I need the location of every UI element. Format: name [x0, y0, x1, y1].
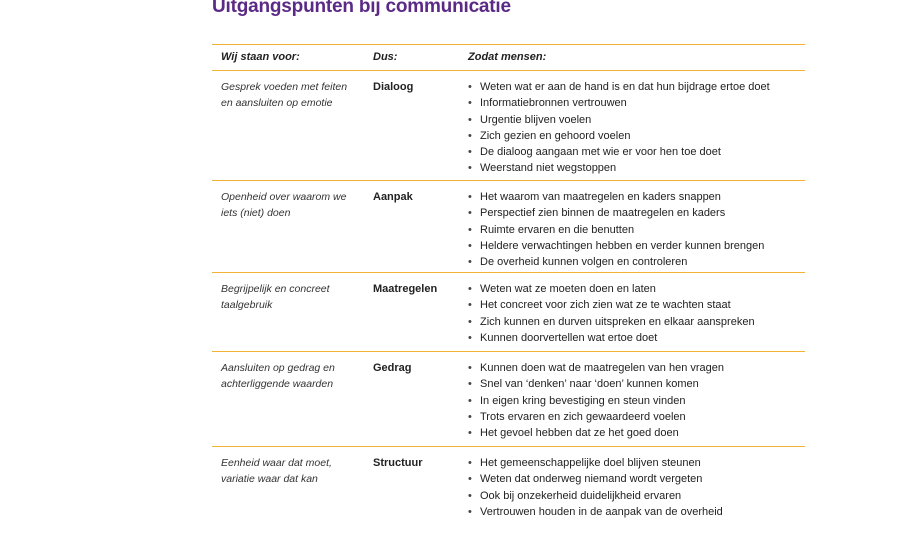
- row-principle: Openheid over waarom we iets (niet) doen: [221, 191, 347, 219]
- row-outcome-list: [468, 79, 803, 177]
- table-header: [212, 44, 805, 71]
- row-keyword: Dialoog: [373, 81, 414, 93]
- bullet-icon: •: [468, 473, 472, 486]
- bullet-icon: •: [468, 489, 472, 502]
- row-outcome-list: [468, 281, 803, 346]
- list-item: • Weten dat onderweg niemand wordt vergeten: [468, 471, 803, 487]
- list-item: • Urgentie blijven voelen: [468, 112, 803, 128]
- bullet-icon: •: [468, 410, 472, 423]
- row-keyword: Maatregelen: [373, 283, 438, 295]
- row-keyword: Aanpak: [373, 191, 413, 203]
- list-item: • Trots ervaren en zich gewaardeerd voelen: [468, 409, 803, 425]
- list-item: • Zich kunnen en durven uitspreken en elkaar aanspreken: [468, 314, 803, 330]
- communication-table: [212, 44, 805, 537]
- list-item: • De dialoog aangaan met wie er voor hen toe doet: [468, 144, 803, 160]
- list-item: • Vertrouwen houden in de aanpak van de overheid: [468, 504, 803, 520]
- row-principle: Begrijpelijk en concreet taalgebruik: [221, 283, 330, 311]
- bullet-icon: •: [468, 505, 472, 518]
- list-item: • Weerstand niet wegstoppen: [468, 160, 803, 176]
- row-principle: Gesprek voeden met feiten en aansluiten op emotie: [221, 81, 348, 109]
- bullet-icon: •: [468, 97, 472, 110]
- header-zodat-mensen: Zodat mensen:: [468, 51, 547, 63]
- bullet-icon: •: [468, 129, 472, 142]
- table-row: [212, 352, 805, 447]
- bullet-icon: •: [468, 299, 472, 312]
- bullet-icon: •: [468, 113, 472, 126]
- bullet-icon: •: [468, 81, 472, 93]
- bullet-icon: •: [468, 283, 472, 295]
- row-outcome-list: [468, 189, 803, 270]
- list-item: • Het concreet voor zich zien wat ze te wachten staat: [468, 297, 803, 313]
- bullet-icon: •: [468, 362, 472, 374]
- bullet-icon: •: [468, 378, 472, 391]
- bullet-icon: •: [468, 331, 472, 344]
- row-keyword: Gedrag: [373, 362, 412, 374]
- bullet-icon: •: [468, 427, 472, 440]
- list-item: • Het waarom van maatregelen en kaders snappen: [468, 189, 803, 205]
- bullet-icon: •: [468, 146, 472, 159]
- bullet-icon: •: [468, 162, 472, 175]
- list-item: • Kunnen doorvertellen wat ertoe doet: [468, 330, 803, 346]
- list-item: • Informatiebronnen vertrouwen: [468, 95, 803, 111]
- row-keyword: Structuur: [373, 457, 423, 469]
- bullet-icon: •: [468, 191, 472, 203]
- table-row: [212, 181, 805, 273]
- list-item: • Heldere verwachtingen hebben en verder kunnen brengen: [468, 238, 803, 254]
- row-outcome-list: [468, 455, 803, 520]
- list-item: • Perspectief zien binnen de maatregelen en kaders: [468, 205, 803, 221]
- table-row: [212, 273, 805, 352]
- bullet-icon: •: [468, 457, 472, 469]
- list-item: • Ruimte ervaren en die benutten: [468, 222, 803, 238]
- list-item: • Het gemeenschappelijke doel blijven steunen: [468, 455, 803, 471]
- list-item: • Snel van ‘denken’ naar ‘doen’ kunnen komen: [468, 376, 803, 392]
- list-item: • Weten wat er aan de hand is en dat hun bijdrage ertoe doet: [468, 79, 803, 95]
- row-outcome-list: [468, 360, 803, 441]
- row-principle: Aansluiten op gedrag en achterliggende waarden: [221, 362, 335, 390]
- list-item: • Weten wat ze moeten doen en laten: [468, 281, 803, 297]
- table-row: [212, 447, 805, 537]
- list-item: • Het gevoel hebben dat ze het goed doen: [468, 425, 803, 441]
- row-principle: Eenheid waar dat moet, variatie waar dat kan: [221, 457, 332, 485]
- list-item: • Kunnen doen wat de maatregelen van hen vragen: [468, 360, 803, 376]
- list-item: • In eigen kring bevestiging en steun vinden: [468, 393, 803, 409]
- header-wij-staan-voor: Wij staan voor:: [221, 51, 300, 63]
- bullet-icon: •: [468, 239, 472, 252]
- header-dus: Dus:: [373, 51, 398, 63]
- list-item: • Ook bij onzekerheid duidelijkheid ervaren: [468, 488, 803, 504]
- list-item: • De overheid kunnen volgen en controleren: [468, 254, 803, 270]
- bullet-icon: •: [468, 223, 472, 236]
- bullet-icon: •: [468, 207, 472, 220]
- bullet-icon: •: [468, 315, 472, 328]
- page-title: Uitgangspunten bij communicatie: [212, 0, 511, 17]
- bullet-icon: •: [468, 256, 472, 269]
- bullet-icon: •: [468, 394, 472, 407]
- table-row: [212, 71, 805, 181]
- list-item: • Zich gezien en gehoord voelen: [468, 128, 803, 144]
